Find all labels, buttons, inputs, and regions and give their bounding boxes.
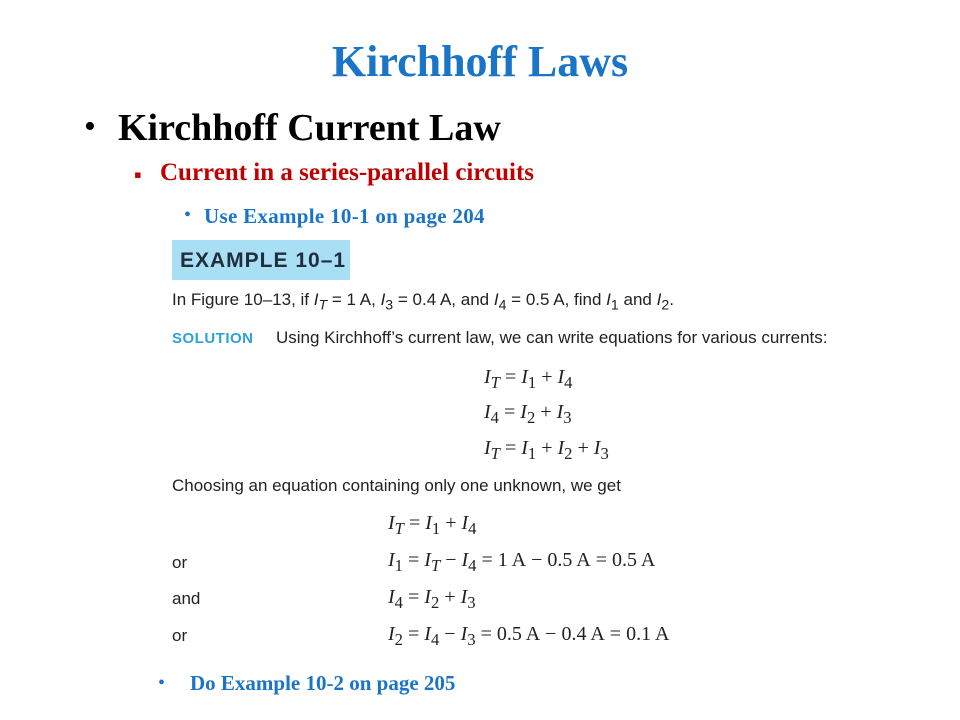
connector-word: and — [172, 589, 201, 608]
bullet-square-icon: ▪ — [134, 162, 142, 187]
equation: $I_1 = I_T - I_4 = 1$ A − 0.5 A = 0.5 A — [388, 549, 656, 575]
bullet-kirchhoff-current-law: Kirchhoff Current Law — [118, 107, 501, 149]
example-problem-text: In Figure 10–13, if $I_T = 1$ A, $I_3 = 0.4$ A, and $I_4 = 0.5$ A, find $I_1$ and $I_2$. — [172, 290, 674, 314]
slide-title: Kirchhoff Laws — [331, 37, 629, 86]
solution-text: Using Kirchhoff’s current law, we can write equations for various currents: — [276, 328, 828, 347]
bullet-use-example: Use Example 10-1 on page 204 — [204, 204, 485, 228]
equation: $I_T = I_1 + I_4$ — [388, 512, 477, 538]
choose-text: Choosing an equation containing only one unknown, we get — [172, 476, 621, 495]
equation: $I_T = I_1 + I_4$ — [484, 366, 573, 392]
solution-label: SOLUTION — [172, 330, 254, 347]
equation: $I_T = I_1 + I_2 + I_3$ — [484, 437, 609, 463]
bullet-do-example: Do Example 10-2 on page 205 — [190, 671, 456, 695]
bullet-dot-level1: • — [84, 108, 96, 145]
equation: $I_4 = I_2 + I_3$ — [484, 401, 572, 427]
connector-word: or — [172, 626, 188, 645]
bullet-dot-level3: • — [184, 204, 192, 226]
connector-word: or — [172, 553, 188, 572]
equation: $I_4 = I_2 + I_3$ — [388, 586, 476, 612]
example-label: EXAMPLE 10–1 — [180, 249, 347, 272]
equation: $I_2 = I_4 - I_3 = 0.5$ A − 0.4 A = 0.1 A — [388, 623, 670, 649]
bullet-series-parallel: Current in a series-parallel circuits — [160, 159, 535, 186]
bullet-dot-bottom: • — [158, 672, 166, 694]
